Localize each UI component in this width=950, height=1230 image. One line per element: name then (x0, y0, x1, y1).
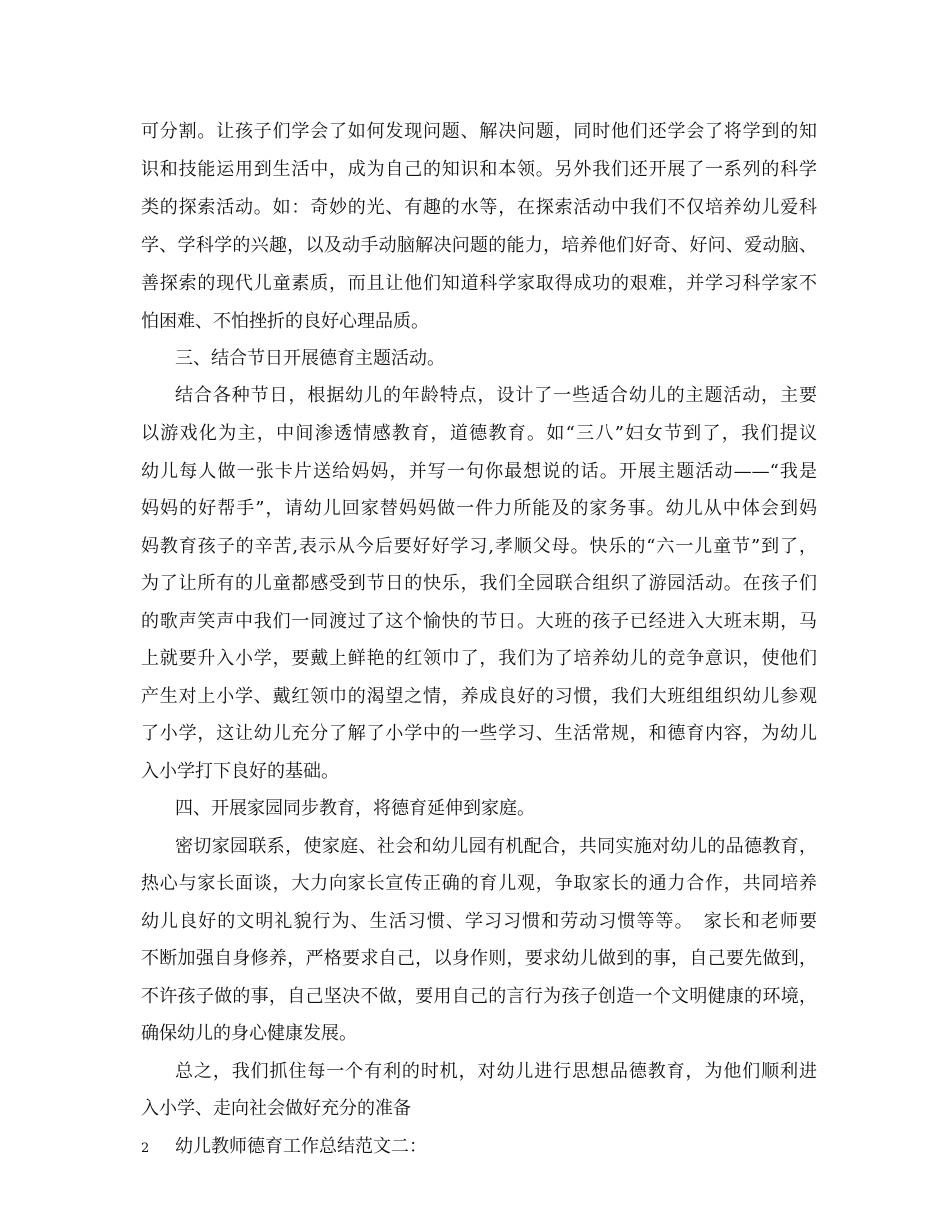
body-line: 密切家园联系，使家庭、社会和幼儿园有机配合，共同实施对幼儿的品德教育， (175, 836, 817, 857)
section-heading: 三、结合节日开展德育主题活动。 (175, 348, 445, 369)
body-line: 不断加强自身修养，严格要求自己，以身作则，要求幼儿做到的事，自己要先做到， (141, 948, 817, 969)
body-line: 类的探索活动。如：奇妙的光、有趣的水等，在探索活动中我们不仅培养幼儿爱科 (141, 197, 817, 218)
body-line: 入小学、走向社会做好充分的准备 (141, 1098, 411, 1119)
body-line: 学、学科学的兴趣，以及动手动脑解决问题的能力，培养他们好奇、好问、爱动脑、 (141, 235, 817, 256)
body-line: 入小学打下良好的基础。 (141, 761, 339, 782)
body-line: 幼儿每人做一张卡片送给妈妈，并写一句你最想说的话。开展主题活动——“我是 (141, 461, 817, 482)
body-line: 为了让所有的儿童都感受到节日的快乐，我们全园联合组织了游园活动。在孩子们 (141, 573, 817, 594)
body-line: 总之，我们抓住每一个有利的时机，对幼儿进行思想品德教育，为他们顺利进 (175, 1061, 817, 1082)
body-line: 的歌声笑声中我们一同渡过了这个愉快的节日。大班的孩子已经进入大班末期，马 (141, 611, 817, 632)
body-line: 妈妈的好帮手”，请幼儿回家替妈妈做一件力所能及的家务事。幼儿从中体会到妈 (141, 498, 817, 519)
body-line: 确保幼儿的身心健康发展。 (141, 1023, 357, 1044)
body-line: 上就要升入小学，要戴上鲜艳的红领巾了，我们为了培养幼儿的竞争意识，使他们 (141, 648, 817, 669)
body-line: 不许孩子做的事，自己坚决不做，要用自己的言行为孩子创造一个文明健康的环境， (141, 986, 817, 1007)
body-line: 了小学，这让幼儿充分了解了小学中的一些学习、生活常规，和德育内容，为幼儿 (141, 723, 817, 744)
body-line: 妈教育孩子的辛苦,表示从今后要好好学习,孝顺父母。快乐的“六一儿童节”到了， (141, 536, 817, 557)
page-number: 2 (141, 1141, 150, 1156)
body-line: 识和技能运用到生活中，成为自己的知识和本领。另外我们还开展了一系列的科学 (141, 159, 817, 180)
body-line: 善探索的现代儿童素质，而且让他们知道科学家取得成功的艰难，并学习科学家不 (141, 273, 817, 294)
body-line: 热心与家长面谈，大力向家长宣传正确的育儿观，争取家长的通力合作，共同培养 (141, 873, 817, 894)
body-line: 结合各种节日，根据幼儿的年龄特点，设计了一些适合幼儿的主题活动，主要 (175, 385, 817, 406)
body-line: 可分割。让孩子们学会了如何发现问题、解决问题，同时他们还学会了将学到的知 (141, 121, 817, 142)
body-line: 产生对上小学、戴红领巾的渴望之情，养成良好的习惯，我们大班组组织幼儿参观 (141, 686, 817, 707)
body-line: 怕困难、不怕挫折的良好心理品质。 (141, 311, 429, 332)
body-line: 幼儿良好的文明礼貌行为、生活习惯、学习习惯和劳动习惯等等。 家长和老师要 (141, 911, 817, 932)
section-heading: 幼儿教师德育工作总结范文二： (175, 1136, 427, 1157)
section-heading: 四、开展家园同步教育，将德育延伸到家庭。 (175, 798, 535, 819)
body-line: 以游戏化为主，中间渗透情感教育，道德教育。如“三八”妇女节到了，我们提议 (141, 423, 817, 444)
